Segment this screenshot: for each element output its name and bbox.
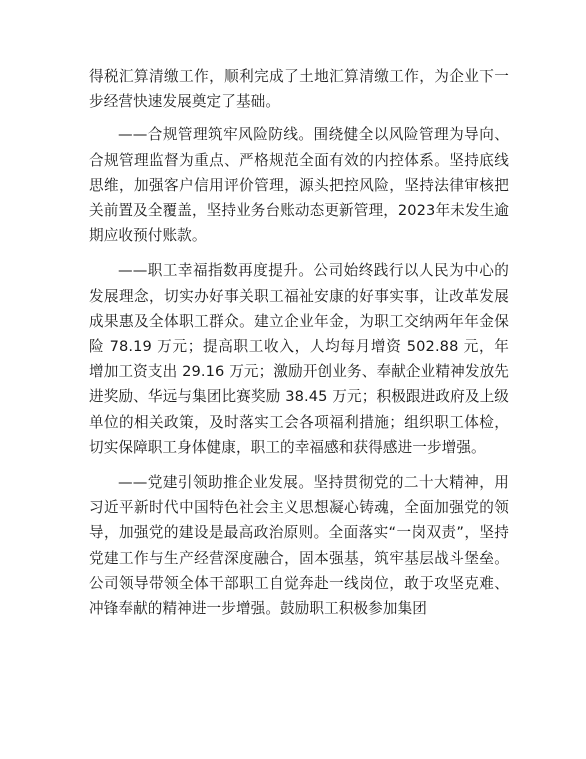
paragraph-party-building: ——党建引领助推企业发展。坚持贯彻党的二十大精神，用习近平新时代中国特色社会主义思想凝心铸魂，全面加强党的领导，加强党的建设是最高政治原则。全面落实“一岗双责”，坚持党建工作与生产经营深度融合，固本强基，筑牢基层战斗堡垒。公司领导带领全体干部职工自觉奔赴一线岗位，敢于攻坚克难、冲锋奉献的精神进一步增强。鼓励职工积极参加集团 [89,474,509,618]
paragraph-tax-settlement: 得税汇算清缴工作，顺利完成了土地汇算清缴工作，为企业下一步经营快速发展奠定了基础。 [89,68,509,111]
document-body [89,64,509,631]
paragraph-compliance-management: ——合规管理筑牢风险防线。围绕健全以风险管理为导向、合规管理监督为重点、严格规范全面有效的内控体系。坚持底线思维，加强客户信用评价管理，源头把控风险，坚持法律审核把关前置及全覆盖，坚持业务台账动态更新管理，2023年未发生逾期应收预付账款。 [89,126,509,245]
paragraph-employee-welfare: ——职工幸福指数再度提升。公司始终践行以人民为中心的发展理念，切实办好事关职工福祉安康的好事实事，让改革发展成果惠及全体职工群众。建立企业年金，为职工交纳两年年金保险 78.19 万元；提高职工收入，人均每月增资 502.88 元，年增加工资支出 29.16 万元；激励开创业务、奉献企业精神发放先进奖励、华远与集团比赛奖励 38.45 万元；积极跟进政府及上级单位的相关政策，及时落实工会各项福利措施；组织职工体检，切实保障职工身体健康，职工的幸福感和获得感进一步增强。 [89,262,509,456]
